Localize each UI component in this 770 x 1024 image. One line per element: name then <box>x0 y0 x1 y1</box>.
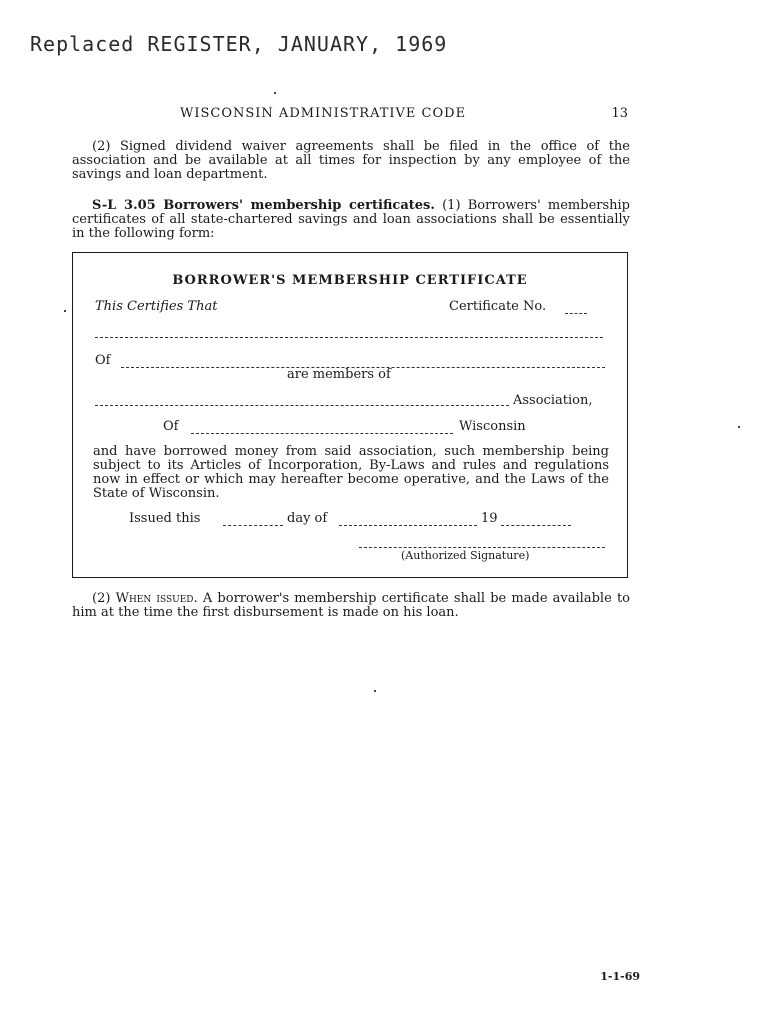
paragraph-dividend-waiver: (2) Signed dividend waiver agreements shall be filed in the office of the association and be available at all times for inspection by any employee of the savings and loan department. <box>72 139 630 182</box>
when-issued-text: A borrower's membership certificate shall be made available to him at the time the first disbursement is made on his loan. <box>72 591 630 620</box>
authorized-signature-label: (Authorized Signature) <box>401 549 530 562</box>
issued-year-blank <box>501 525 571 526</box>
members-of-text: are members of <box>287 367 391 382</box>
certificate-title: BORROWER'S MEMBERSHIP CERTIFICATE <box>172 273 528 288</box>
page-code: 1-1-69 <box>600 970 640 983</box>
scan-speck <box>738 426 740 428</box>
scan-speck <box>274 92 276 94</box>
certificate-body-text: and have borrowed money from said association, such membership being subject to its Articles of Incorporation, By-Laws and rules and regulations now in effect or which may hereafter become operative, and the Laws of the State of Wisconsin. <box>93 444 609 501</box>
rule-heading: S-L 3.05 Borrowers' membership certificates. <box>92 198 435 213</box>
signature-blank <box>359 547 605 548</box>
association-name-blank <box>95 405 509 406</box>
rule-text: (1) Borrowers' membership certificates of all state-chartered savings and loan associations shall be essentially in the following form: <box>72 198 630 241</box>
wisconsin-label: Wisconsin <box>459 419 526 434</box>
certifies-label: This Certifies That <box>95 299 218 314</box>
issued-day-blank <box>223 525 283 526</box>
of-label-2: Of <box>163 419 179 434</box>
certificate-form <box>72 252 628 578</box>
day-of-label: day of <box>287 511 328 526</box>
issued-this-label: Issued this <box>129 511 201 526</box>
issued-month-blank <box>339 525 477 526</box>
paragraph-when-issued <box>72 592 630 620</box>
association-label: Association, <box>513 393 593 408</box>
certificate-number-blank <box>565 313 587 314</box>
certificate-number-label: Certificate No. <box>449 299 547 314</box>
paragraph-rule-3-05 <box>72 199 630 241</box>
scan-speck <box>64 310 66 312</box>
year-prefix: 19 <box>481 511 498 526</box>
of-label: Of <box>95 353 111 368</box>
member-name-blank <box>95 337 603 338</box>
replaced-register-stamp: Replaced REGISTER, JANUARY, 1969 <box>30 32 448 56</box>
page-number: 13 <box>611 106 628 121</box>
when-issued-heading: (2) When issued. <box>92 591 198 606</box>
scan-speck <box>374 690 376 692</box>
running-head-title: WISCONSIN ADMINISTRATIVE CODE <box>180 106 467 121</box>
city-blank <box>191 433 453 434</box>
